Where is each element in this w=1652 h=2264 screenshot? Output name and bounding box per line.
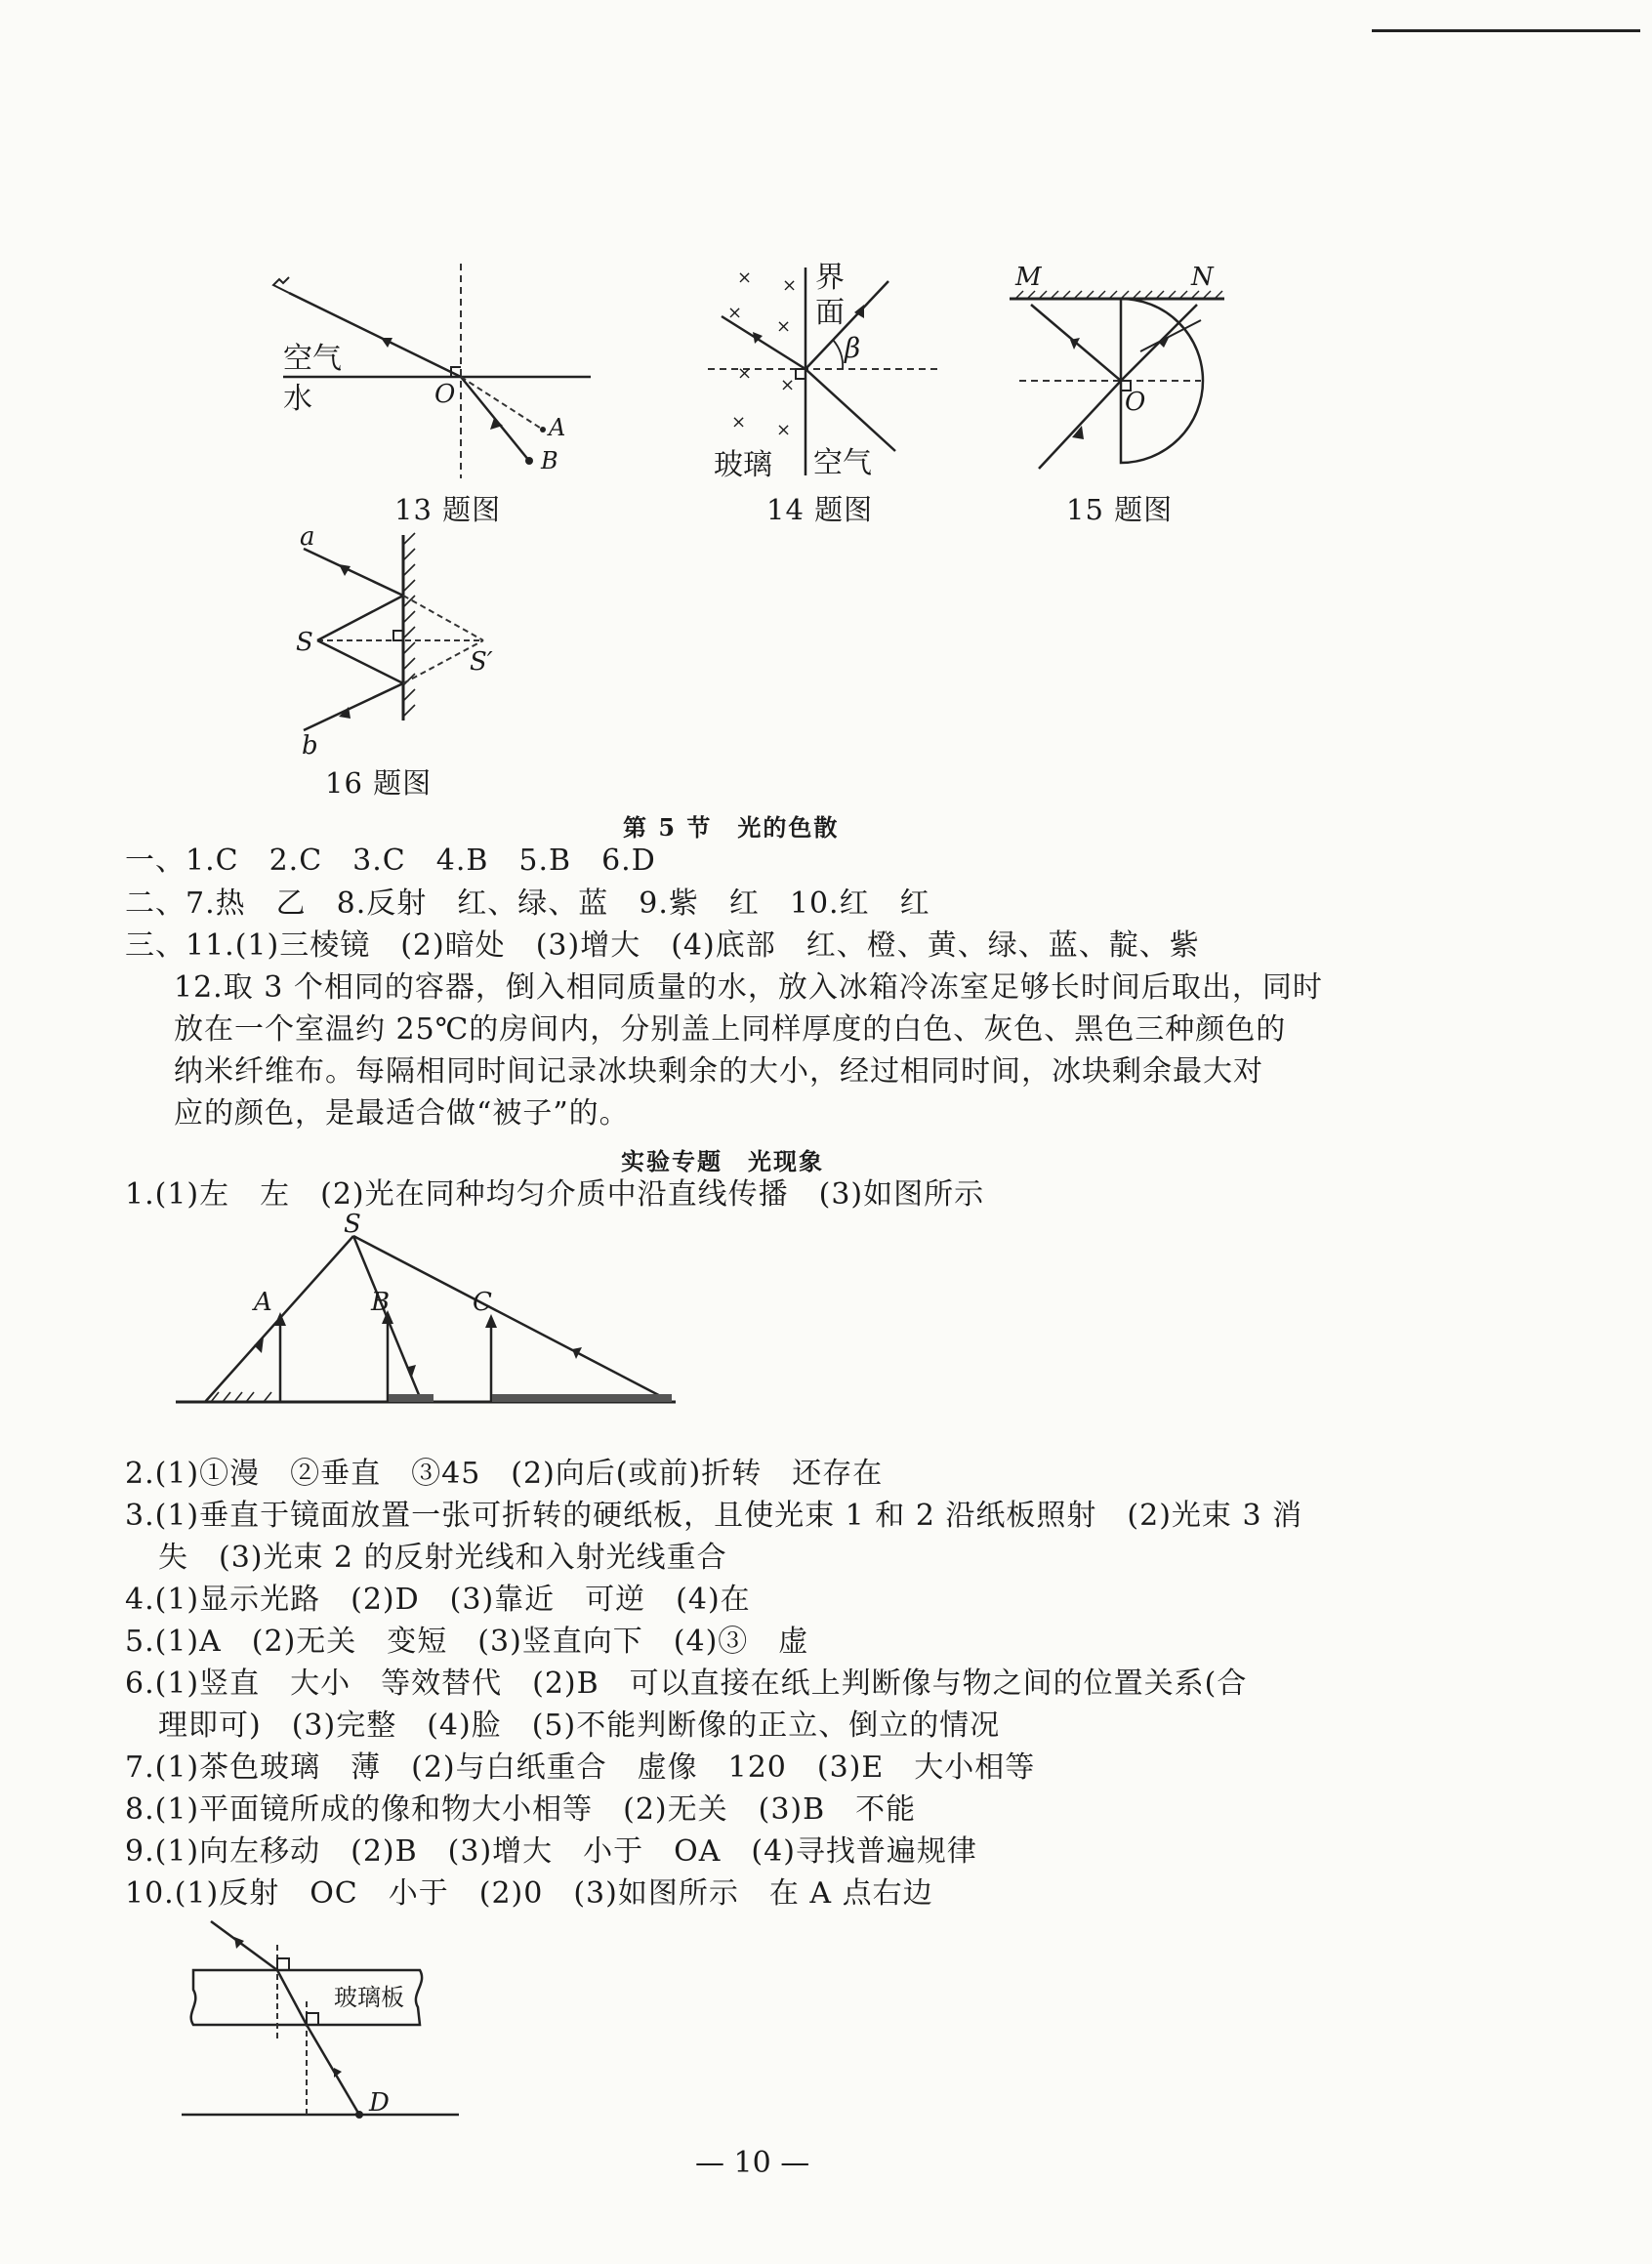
section5-line-1: 一、1.C 2.C 3.C 4.B 5.B 6.D [125,844,656,878]
exp1-label-C: C [473,1288,492,1317]
experiment-line-4: 4.(1)显示光路 (2)D (3)靠近 可逆 (4)在 [125,1583,751,1617]
experiment-line-2: 3.(1)垂直于镜面放置一张可折转的硬纸板，且使光束 1 和 2 沿纸板照射 (2)光束 3 消 [125,1499,1303,1533]
fig16-label-b: b [302,731,318,761]
exp1-label-S: S [344,1210,361,1239]
fig13-label-B: B [541,447,558,474]
svg-text:×: × [737,363,753,384]
svg-text:×: × [776,420,792,440]
fig14-label-interface-1: 界 [815,261,845,295]
fig15-caption: 15 题图 [1066,493,1174,526]
fig16-label-a: a [300,522,315,552]
fig13-caption: 13 题图 [394,493,502,526]
section5-line-4: 12.取 3 个相同的容器，倒入相同质量的水，放入冰箱冷冻室足够长时间后取出，同时 [174,970,1323,1005]
svg-text:×: × [737,268,753,288]
fig13-label-water: 水 [283,382,312,416]
experiment-line-5: 5.(1)A (2)无关 变短 (3)竖直向下 (4)③ 虚 [125,1625,809,1659]
header-rule [1372,29,1640,32]
experiment-title: 实验专题 光现象 [621,1147,824,1175]
fig14-label-glass: 玻璃 [714,448,772,482]
fig14-label-beta: β [845,332,861,364]
figure-15 [1006,262,1230,476]
exp1-label-B: B [371,1288,391,1317]
experiment-figure-1 [176,1210,683,1416]
figure-16 [288,522,522,761]
fig15-label-O: O [1125,388,1146,417]
fig16-label-S-prime: S′ [470,647,493,677]
figure-14 [708,256,952,486]
exp1-label-A: A [254,1288,272,1317]
figure-13 [273,254,596,488]
fig13-label-O: O [434,380,456,409]
fig14-caption: 14 题图 [766,493,874,526]
fig15-label-N: N [1191,263,1214,292]
exp10-label-glass-plate: 玻璃板 [334,1984,404,2011]
fig15-label-M: M [1015,263,1042,292]
experiment-line-3: 失 (3)光束 2 的反射光线和入射光线重合 [158,1541,727,1575]
fig13-label-A: A [549,414,566,441]
svg-text:×: × [780,375,796,395]
svg-text:×: × [782,275,798,296]
svg-text:×: × [776,316,792,337]
experiment-line-7: 理即可) (3)完整 (4)脸 (5)不能判断像的正立、倒立的情况 [158,1708,1001,1743]
fig13-label-air: 空气 [283,342,342,376]
exp10-label-D: D [369,2088,390,2118]
experiment-q1: 1.(1)左 左 (2)光在同种均匀介质中沿直线传播 (3)如图所示 [125,1177,985,1212]
fig14-label-interface-2: 面 [815,296,845,330]
experiment-line-9: 8.(1)平面镜所成的像和物大小相等 (2)无关 (3)B 不能 [125,1792,917,1827]
section5-title: 第 5 节 光的色散 [623,813,840,842]
experiment-line-1: 2.(1)①漫 ②垂直 ③45 (2)向后(或前)折转 还存在 [125,1457,884,1491]
section5-line-6: 纳米纤维布。每隔相同时间记录冰块剩余的大小，经过相同时间，冰块剩余最大对 [174,1054,1263,1089]
experiment-line-11: 10.(1)反射 OC 小于 (2)0 (3)如图所示 在 A 点右边 [125,1876,933,1911]
section5-line-2: 二、7.热 乙 8.反射 红、绿、蓝 9.紫 红 10.红 红 [125,886,930,921]
svg-text:×: × [727,303,743,323]
section5-line-5: 放在一个室温约 25℃的房间内，分别盖上同样厚度的白色、灰色、黑色三种颜色的 [174,1012,1287,1047]
fig16-caption: 16 题图 [325,766,433,800]
experiment-figure-10 [176,1915,469,2120]
experiment-line-8: 7.(1)茶色玻璃 薄 (2)与白纸重合 虚像 120 (3)E 大小相等 [125,1750,1036,1785]
experiment-line-10: 9.(1)向左移动 (2)B (3)增大 小于 OA (4)寻找普遍规律 [125,1834,977,1869]
section5-line-7: 应的颜色，是最适合做“被子”的。 [174,1096,630,1131]
experiment-line-6: 6.(1)竖直 大小 等效替代 (2)B 可以直接在纸上判断像与物之间的位置关系(合 [125,1667,1248,1701]
section5-line-3: 三、11.(1)三棱镜 (2)暗处 (3)增大 (4)底部 红、橙、黄、绿、蓝、靛、紫 [125,928,1200,963]
fig14-label-air: 空气 [813,446,872,480]
svg-text:×: × [731,412,747,432]
fig16-label-S: S [296,628,313,657]
page-number: — 10 — [695,2146,810,2180]
